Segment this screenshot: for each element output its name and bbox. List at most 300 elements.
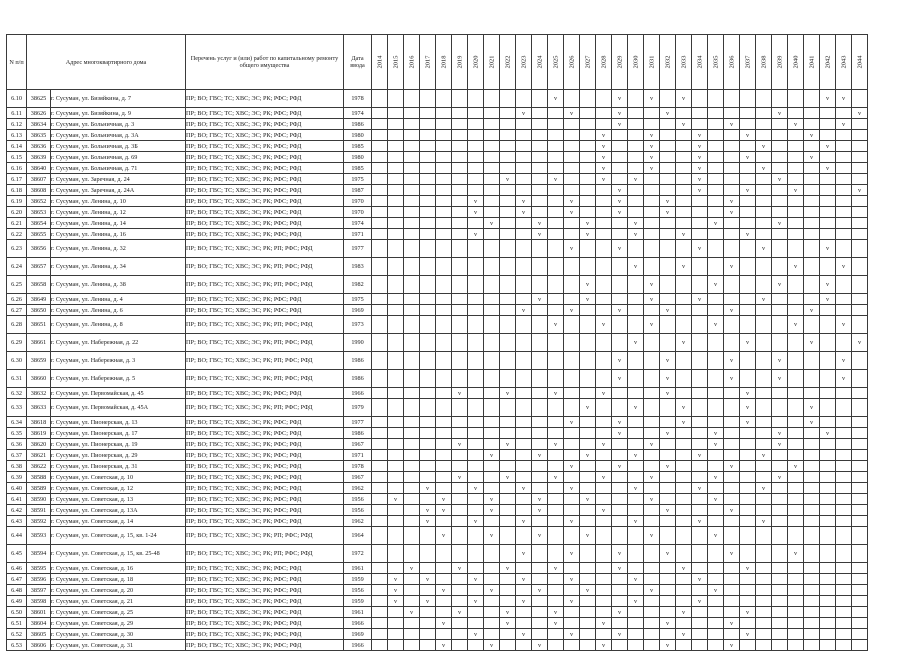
table-row [7, 152, 868, 163]
capital-repair-table [6, 34, 868, 651]
repair-works-list: ПР; ВО; ГВС; ТС; ХВС; ЭС; РК; РФС; РФД [186, 574, 344, 585]
repair-mark: v [660, 505, 676, 516]
year-cell [644, 450, 660, 461]
year-cell [724, 334, 740, 352]
row-number: 6.46 [7, 563, 27, 574]
year-cell [388, 294, 404, 305]
year-cell [532, 545, 548, 563]
repair-works-list: ПР; ВО; ГВС; ТС; ХВС; ЭС; РК; РФС; РФД [186, 388, 344, 399]
row-number: 6.29 [7, 334, 27, 352]
year-cell [772, 640, 788, 651]
year-cell [852, 563, 868, 574]
house-address: г. Сусуман, ул. Больничная, д. 3 [51, 119, 186, 130]
year-cell [820, 388, 836, 399]
house-address: г. Сусуман, ул. Бизяйкина, д. 7 [51, 90, 186, 108]
repair-mark: v [676, 334, 692, 352]
year-cell [516, 119, 532, 130]
year-commissioned: 1964 [344, 527, 372, 545]
year-cell [580, 574, 596, 585]
year-cell [804, 585, 820, 596]
row-number: 6.40 [7, 483, 27, 494]
year-cell [564, 450, 580, 461]
repair-mark: v [516, 516, 532, 527]
repair-mark: v [740, 388, 756, 399]
repair-mark: v [644, 163, 660, 174]
year-cell [756, 119, 772, 130]
year-commissioned: 1956 [344, 585, 372, 596]
year-cell [740, 174, 756, 185]
year-cell [420, 334, 436, 352]
table-header-row [7, 35, 868, 90]
year-cell [452, 399, 468, 417]
house-address: г. Сусуман, ул. Пионерская, д. 17 [51, 428, 186, 439]
house-address: г. Сусуман, ул. Первомайская, д. 45 [51, 388, 186, 399]
row-number: 6.32 [7, 388, 27, 399]
table-row [7, 119, 868, 130]
year-cell [372, 527, 388, 545]
year-cell [756, 352, 772, 370]
house-code: 38592 [27, 516, 51, 527]
year-cell [468, 334, 484, 352]
year-cell [836, 388, 852, 399]
repair-mark: v [708, 218, 724, 229]
year-cell [660, 417, 676, 428]
row-number: 6.50 [7, 607, 27, 618]
header-year-label: 2026 [568, 55, 575, 69]
year-cell [772, 207, 788, 218]
row-number: 6.39 [7, 472, 27, 483]
repair-mark: v [532, 494, 548, 505]
year-cell [516, 185, 532, 196]
year-cell [628, 629, 644, 640]
year-cell [852, 629, 868, 640]
year-cell [836, 240, 852, 258]
year-cell [788, 505, 804, 516]
repair-works-list: ПР; ВО; ГВС; ТС; ХВС; ЭС; РК; РФС; РФД [186, 439, 344, 450]
year-cell [388, 207, 404, 218]
repair-works-list: ПР; ВО; ГВС; ТС; ХВС; ЭС; РК; РП; РФС; РФД [186, 316, 344, 334]
year-cell [724, 108, 740, 119]
year-cell [532, 163, 548, 174]
year-cell [596, 207, 612, 218]
year-cell [404, 218, 420, 229]
house-code: 38626 [27, 108, 51, 119]
year-cell [836, 450, 852, 461]
year-cell [804, 174, 820, 185]
year-cell [484, 240, 500, 258]
year-cell [532, 629, 548, 640]
year-cell [724, 163, 740, 174]
year-cell [580, 607, 596, 618]
year-cell [820, 352, 836, 370]
year-cell [644, 185, 660, 196]
year-cell [756, 229, 772, 240]
repair-mark: v [740, 399, 756, 417]
year-cell [452, 370, 468, 388]
repair-works-list: ПР; ВО; ГВС; ТС; ХВС; ЭС; РК; РП; РФС; РФД [186, 334, 344, 352]
year-cell [852, 450, 868, 461]
repair-mark: v [612, 108, 628, 119]
year-cell [516, 229, 532, 240]
year-cell [468, 399, 484, 417]
year-cell [708, 388, 724, 399]
year-cell [484, 207, 500, 218]
year-cell [468, 370, 484, 388]
year-cell [452, 596, 468, 607]
year-cell [580, 439, 596, 450]
repair-mark: v [564, 596, 580, 607]
year-cell [516, 294, 532, 305]
year-cell [436, 388, 452, 399]
year-commissioned: 1987 [344, 185, 372, 196]
header-year-label: 2037 [744, 55, 751, 69]
year-cell [500, 130, 516, 141]
year-cell [820, 130, 836, 141]
year-cell [564, 229, 580, 240]
year-cell [404, 258, 420, 276]
header-year-label: 2034 [696, 55, 703, 69]
year-cell [660, 439, 676, 450]
year-cell [548, 527, 564, 545]
year-cell [404, 585, 420, 596]
header-year-label: 2031 [648, 55, 655, 69]
house-address: г. Сусуман, ул. Набережная, д. 3 [51, 352, 186, 370]
year-cell [660, 185, 676, 196]
year-cell [372, 174, 388, 185]
repair-mark: v [580, 585, 596, 596]
year-cell [788, 399, 804, 417]
repair-mark: v [500, 563, 516, 574]
row-number: 6.10 [7, 90, 27, 108]
year-cell [644, 574, 660, 585]
year-cell [372, 574, 388, 585]
year-cell [452, 185, 468, 196]
year-cell [420, 352, 436, 370]
repair-mark: v [436, 527, 452, 545]
year-cell [468, 417, 484, 428]
year-cell [836, 483, 852, 494]
year-cell [596, 276, 612, 294]
year-cell [484, 305, 500, 316]
year-cell [436, 163, 452, 174]
row-number: 6.49 [7, 596, 27, 607]
year-cell [820, 618, 836, 629]
year-cell [612, 618, 628, 629]
year-commissioned: 1966 [344, 618, 372, 629]
year-cell [420, 229, 436, 240]
year-cell [388, 428, 404, 439]
repair-mark: v [564, 196, 580, 207]
repair-works-list: ПР; ВО; ГВС; ТС; ХВС; ЭС; РК; РФС; РФД [186, 607, 344, 618]
year-cell [628, 545, 644, 563]
header-year-2039 [772, 35, 788, 90]
repair-mark: v [436, 505, 452, 516]
repair-mark: v [580, 276, 596, 294]
house-address: г. Сусуман, ул. Советская, д. 21 [51, 596, 186, 607]
year-cell [564, 527, 580, 545]
repair-mark: v [548, 439, 564, 450]
year-cell [436, 130, 452, 141]
header-year-2031 [644, 35, 660, 90]
year-cell [452, 640, 468, 651]
year-cell [388, 316, 404, 334]
year-cell [820, 607, 836, 618]
repair-mark: v [644, 585, 660, 596]
year-cell [452, 527, 468, 545]
year-cell [420, 240, 436, 258]
repair-works-list: ПР; ВО; ГВС; ТС; ХВС; ЭС; РК; РФС; РФД [186, 618, 344, 629]
year-cell [372, 196, 388, 207]
year-cell [532, 388, 548, 399]
year-cell [676, 428, 692, 439]
year-cell [420, 417, 436, 428]
year-cell [628, 141, 644, 152]
year-cell [404, 196, 420, 207]
repair-mark: v [580, 218, 596, 229]
repair-mark: v [612, 461, 628, 472]
year-cell [788, 90, 804, 108]
year-cell [596, 574, 612, 585]
year-cell [612, 229, 628, 240]
year-cell [404, 174, 420, 185]
year-cell [820, 229, 836, 240]
repair-mark: v [596, 388, 612, 399]
house-code: 38657 [27, 258, 51, 276]
house-code: 38608 [27, 185, 51, 196]
year-cell [708, 607, 724, 618]
year-cell [468, 585, 484, 596]
year-cell [564, 141, 580, 152]
year-cell [788, 428, 804, 439]
house-address: г. Сусуман, ул. Советская, д. 31 [51, 640, 186, 651]
year-cell [628, 439, 644, 450]
year-commissioned: 1967 [344, 472, 372, 483]
year-cell [628, 388, 644, 399]
header-year-2038 [756, 35, 772, 90]
year-cell [660, 141, 676, 152]
year-cell [516, 439, 532, 450]
repair-mark: v [612, 185, 628, 196]
year-cell [804, 428, 820, 439]
year-cell [804, 388, 820, 399]
year-cell [420, 163, 436, 174]
year-cell [548, 108, 564, 119]
year-cell [516, 640, 532, 651]
year-cell [452, 494, 468, 505]
year-cell [692, 352, 708, 370]
table-row [7, 563, 868, 574]
header-year-2021 [484, 35, 500, 90]
year-cell [404, 494, 420, 505]
year-cell [404, 152, 420, 163]
year-cell [484, 90, 500, 108]
table-row [7, 607, 868, 618]
year-cell [468, 450, 484, 461]
repair-mark: v [612, 90, 628, 108]
row-number: 6.26 [7, 294, 27, 305]
year-cell [436, 428, 452, 439]
repair-mark: v [628, 229, 644, 240]
year-cell [820, 461, 836, 472]
repair-mark: v [596, 130, 612, 141]
year-cell [788, 596, 804, 607]
repair-mark: v [500, 174, 516, 185]
year-cell [468, 294, 484, 305]
repair-mark: v [548, 607, 564, 618]
repair-mark: v [708, 472, 724, 483]
repair-mark: v [644, 130, 660, 141]
header-year-2023 [516, 35, 532, 90]
year-cell [548, 130, 564, 141]
year-cell [580, 185, 596, 196]
repair-works-list: ПР; ВО; ГВС; ТС; ХВС; ЭС; РК; РФС; РФД [186, 596, 344, 607]
repair-works-list: ПР; ВО; ГВС; ТС; ХВС; ЭС; РК; РФС; РФД [186, 207, 344, 218]
table-row [7, 174, 868, 185]
repair-mark: v [628, 399, 644, 417]
house-code: 38622 [27, 461, 51, 472]
repair-mark: v [740, 563, 756, 574]
year-cell [420, 207, 436, 218]
house-address: г. Сусуман, ул. Ленина, д. 10 [51, 196, 186, 207]
year-cell [708, 505, 724, 516]
header-year-2043 [836, 35, 852, 90]
year-cell [772, 417, 788, 428]
year-cell [404, 305, 420, 316]
year-cell [596, 240, 612, 258]
year-cell [788, 640, 804, 651]
year-cell [852, 640, 868, 651]
repair-mark: v [740, 152, 756, 163]
repair-mark: v [484, 640, 500, 651]
year-cell [692, 563, 708, 574]
header-year-2042 [820, 35, 836, 90]
table-row [7, 439, 868, 450]
year-cell [852, 163, 868, 174]
year-cell [468, 388, 484, 399]
year-cell [596, 527, 612, 545]
year-cell [532, 108, 548, 119]
year-cell [372, 294, 388, 305]
repair-works-list: ПР; ВО; ГВС; ТС; ХВС; ЭС; РК; РФС; РФД [186, 472, 344, 483]
year-cell [436, 563, 452, 574]
year-cell [676, 370, 692, 388]
header-year-label: 2023 [520, 55, 527, 69]
year-cell [420, 370, 436, 388]
year-cell [756, 596, 772, 607]
year-cell [724, 388, 740, 399]
year-cell [516, 607, 532, 618]
year-cell [628, 196, 644, 207]
year-commissioned: 1971 [344, 229, 372, 240]
repair-mark: v [580, 399, 596, 417]
year-cell [804, 90, 820, 108]
year-cell [788, 352, 804, 370]
table-row [7, 352, 868, 370]
year-cell [612, 640, 628, 651]
year-cell [756, 218, 772, 229]
year-cell [564, 607, 580, 618]
year-cell [564, 294, 580, 305]
repair-mark: v [452, 472, 468, 483]
year-cell [756, 388, 772, 399]
year-cell [532, 316, 548, 334]
header-year-label: 2041 [808, 55, 815, 69]
year-cell [500, 196, 516, 207]
year-cell [532, 185, 548, 196]
year-cell [500, 119, 516, 130]
year-cell [756, 334, 772, 352]
year-cell [532, 334, 548, 352]
year-cell [820, 152, 836, 163]
header-year-2034 [692, 35, 708, 90]
year-cell [692, 629, 708, 640]
year-cell [388, 450, 404, 461]
repair-mark: v [676, 629, 692, 640]
year-cell [580, 516, 596, 527]
year-commissioned: 1966 [344, 388, 372, 399]
year-commissioned: 1986 [344, 352, 372, 370]
year-cell [564, 334, 580, 352]
year-cell [420, 629, 436, 640]
year-cell [612, 450, 628, 461]
year-cell [484, 370, 500, 388]
repair-mark: v [612, 428, 628, 439]
repair-mark: v [660, 305, 676, 316]
year-cell [564, 185, 580, 196]
year-cell [644, 399, 660, 417]
header-year-2017 [420, 35, 436, 90]
year-cell [452, 218, 468, 229]
year-cell [420, 461, 436, 472]
year-cell [404, 472, 420, 483]
repair-mark: v [756, 141, 772, 152]
year-cell [788, 240, 804, 258]
repair-mark: v [420, 574, 436, 585]
year-cell [836, 472, 852, 483]
header-year-label: 2016 [408, 55, 415, 69]
year-cell [436, 196, 452, 207]
repair-mark: v [724, 207, 740, 218]
year-cell [420, 119, 436, 130]
house-code: 38653 [27, 207, 51, 218]
house-code: 38591 [27, 505, 51, 516]
table-row [7, 240, 868, 258]
year-cell [548, 399, 564, 417]
house-address: г. Сусуман, ул. Ленина, д. 32 [51, 240, 186, 258]
year-cell [468, 141, 484, 152]
year-cell [772, 185, 788, 196]
year-cell [596, 545, 612, 563]
year-cell [708, 545, 724, 563]
year-cell [660, 494, 676, 505]
year-cell [724, 130, 740, 141]
year-cell [708, 334, 724, 352]
repair-mark: v [708, 494, 724, 505]
year-cell [788, 152, 804, 163]
year-cell [756, 472, 772, 483]
year-cell [756, 545, 772, 563]
year-cell [788, 516, 804, 527]
year-cell [740, 574, 756, 585]
year-cell [484, 574, 500, 585]
house-code: 38652 [27, 196, 51, 207]
year-cell [660, 163, 676, 174]
house-address: г. Сусуман, ул. Больничная, д. 71 [51, 163, 186, 174]
year-cell [628, 472, 644, 483]
year-cell [644, 640, 660, 651]
repair-mark: v [692, 294, 708, 305]
year-cell [788, 163, 804, 174]
